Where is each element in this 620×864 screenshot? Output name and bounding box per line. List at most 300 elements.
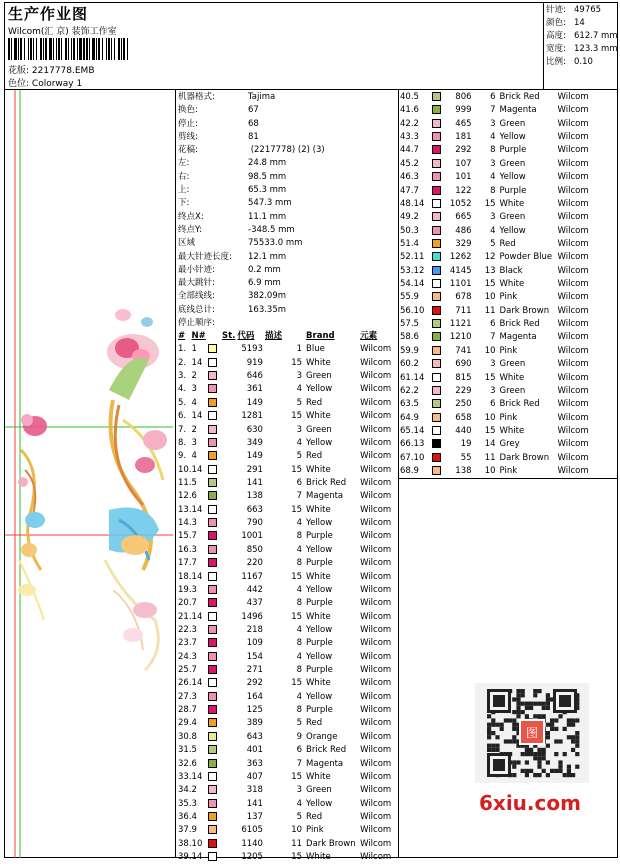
row-desc: Yellow [306,437,333,448]
row-n: 6 [413,332,419,343]
row-num: 58. [400,332,414,343]
row-desc: Brick Red [499,92,540,102]
row-desc: Dark Brown [499,452,550,463]
row-brand: Wilcom [557,439,589,450]
row-brand: Wilcom [360,491,392,502]
row-n: 3 [191,651,197,662]
row-stitches: 55 [460,452,472,463]
color-swatch [432,373,441,382]
row-stitches: 806 [455,92,472,102]
row-desc: Green [499,212,526,223]
row-swatch [432,305,443,318]
info-format: 机器格式: Tajima [178,92,276,102]
color-swatch [208,465,217,474]
row-desc: Purple [306,638,333,649]
row-code: 15 [291,411,303,422]
row-code: 15 [484,279,496,290]
table-row [400,452,598,465]
row-code: 15 [484,372,496,383]
color-swatch [208,398,217,407]
row-n: 3 [191,624,197,635]
row-desc: Brick Red [306,745,347,756]
row-n: 14 [191,571,203,582]
row-code: 7 [490,105,496,116]
row-n: 2 [413,158,419,169]
row-brand: Wilcom [360,598,392,609]
row-code: 5 [490,238,496,249]
row-desc: White [499,425,525,436]
row-n: 9 [413,412,419,423]
summary-panel [543,3,619,89]
row-stitches: 122 [455,185,472,196]
row-brand: Wilcom [360,838,392,849]
row-n: 7 [191,705,197,716]
row-num: 38. [178,838,192,849]
info-end-y: 终点Y: -348.5 mm [178,224,295,235]
row-brand: Wilcom [360,344,392,355]
row-swatch [208,397,238,410]
row-desc: White [306,611,331,622]
row-swatch [208,851,238,864]
table-row [178,490,396,503]
row-desc: Green [306,785,332,796]
row-stitches: 181 [455,132,472,143]
row-stitches: 1052 [449,198,472,209]
header-elem: 元素 [360,331,378,342]
table-row [178,624,396,637]
row-n: 7 [413,145,419,156]
row-stitches: 220 [246,558,263,569]
row-swatch [432,158,443,171]
row-swatch [208,370,238,383]
row-num: 52. [400,252,414,263]
row-brand: Wilcom [557,212,589,223]
row-code: 15 [291,678,303,689]
row-stitches: 630 [246,424,263,435]
row-n: 14 [191,357,203,368]
row-brand: Wilcom [557,172,589,183]
row-code: 6 [296,478,303,488]
table-row [400,398,598,411]
row-brand: Wilcom [360,798,392,809]
table-row [178,851,396,864]
row-n: 14 [413,279,425,290]
row-swatch [208,424,238,437]
row-stitches: 109 [246,638,263,649]
row-n: 3 [413,225,419,236]
row-num: 36. [178,811,192,822]
row-num: 8. [178,437,187,448]
row-num: 24. [178,651,192,662]
row-swatch [208,824,238,837]
row-code: 7 [296,758,303,769]
row-code: 10 [291,825,303,836]
table-row [178,530,396,543]
row-brand: Wilcom [360,357,392,368]
row-code: 6 [490,399,496,410]
row-n: 5 [413,92,419,102]
row-brand: Wilcom [360,424,392,435]
row-desc: Purple [499,145,527,156]
color-swatch [208,531,217,540]
row-swatch [208,691,238,704]
row-n: 14 [191,678,203,689]
table-row [400,318,598,331]
row-code: 3 [490,118,496,129]
info-bobbin-total: 底线总计: 163.35m [178,304,287,315]
row-desc: White [499,279,525,290]
row-code: 8 [296,665,303,676]
table-row [178,637,396,650]
color-swatch [208,772,217,781]
table-row [400,425,598,438]
summary-stitches: 针迹: 49765 [546,5,602,15]
row-brand: Wilcom [360,558,392,569]
table-row [178,744,396,757]
row-code: 8 [490,145,496,156]
row-num: 49. [400,212,414,223]
row-n: 4 [191,397,197,408]
barcode [8,38,128,60]
row-stitches: 1167 [241,571,263,582]
table-row [400,118,598,131]
row-swatch [432,465,443,478]
row-n: 2 [191,371,197,382]
table-row [400,225,598,238]
summary-scale: 比例: 0.10 [546,57,593,67]
table-row [178,343,396,356]
row-code: 8 [296,558,303,569]
row-desc: White [306,357,331,368]
row-swatch [432,238,443,251]
table-row [178,477,396,490]
row-stitches: 486 [455,225,472,236]
row-swatch [208,571,238,584]
colorway-value: Colorway 1 [31,79,83,89]
color-swatch [208,692,217,701]
table-end-divider [399,478,617,479]
table-row [178,450,396,463]
row-n: 14 [413,425,425,436]
row-brand: Wilcom [557,466,589,477]
row-swatch [208,784,238,797]
color-swatch [208,705,217,714]
color-swatch [432,413,441,422]
row-stitches: 218 [246,624,263,635]
row-num: 46. [400,172,414,183]
row-brand: Wilcom [360,571,392,582]
row-code: 4 [296,691,303,702]
color-swatch [432,226,441,235]
table-row [400,104,598,117]
row-n: 1 [191,344,197,355]
row-desc: Powder Blue [499,252,553,263]
watermark: 6xiu.com [479,791,581,815]
color-swatch [208,812,217,821]
row-code: 1 [296,344,303,355]
color-swatch [208,839,217,848]
table-row [178,597,396,610]
row-stitches: 741 [455,345,472,356]
info-trims: 剪线: 81 [178,131,259,142]
table-row [400,358,598,371]
row-desc: Yellow [306,584,333,595]
row-n: 4 [191,811,197,822]
color-swatch [208,718,217,727]
table-row [400,158,598,171]
row-brand: Wilcom [360,397,392,408]
row-swatch [208,771,238,784]
info-stops: 停止: 68 [178,118,259,129]
row-num: 61. [400,372,414,383]
table-row [178,370,396,383]
row-n: 2 [413,118,419,129]
row-stitches: 1496 [241,611,263,622]
table-row [178,811,396,824]
row-stitches: 389 [246,718,263,729]
color-swatch [432,172,441,181]
row-desc: Yellow [499,225,526,236]
color-swatch [208,572,217,581]
row-num: 60. [400,359,414,370]
row-n: 3 [191,518,197,529]
row-swatch [432,225,443,238]
row-code: 10 [484,292,496,303]
row-swatch [208,677,238,690]
row-swatch [432,91,443,104]
table-row [178,664,396,677]
row-swatch [208,811,238,824]
row-code: 15 [291,504,303,515]
table-row [178,557,396,570]
row-desc: Pink [306,825,324,836]
machine-info [178,91,396,864]
row-code: 3 [490,385,496,396]
row-desc: White [306,504,331,515]
row-stitches: 361 [246,384,263,395]
qr-stamp: 图 [525,726,539,740]
info-left: 左: 24.8 mm [178,158,287,169]
color-swatch [208,799,217,808]
table-row [400,171,598,184]
row-stitches: 790 [246,518,263,529]
info-design: 花稿: (2217778) (2) (3) [178,145,325,156]
row-brand: Wilcom [557,252,589,263]
row-brand: Wilcom [360,451,392,462]
row-code: 15 [291,852,303,863]
design-value: 2217778.EMB [31,66,95,76]
row-desc: Pink [499,345,518,356]
row-stitches: 329 [455,238,472,249]
row-n: 4 [191,718,197,729]
row-num: 7. [178,424,187,435]
row-n: 2 [191,424,197,435]
table-row [178,838,396,851]
row-desc: Dark Brown [306,838,356,849]
table-row [400,185,598,198]
table-row [178,798,396,811]
row-code: 15 [484,425,496,436]
row-num: 62. [400,385,414,396]
row-swatch [432,358,443,371]
row-num: 26. [178,678,192,689]
row-n: 14 [191,771,203,782]
production-worksheet [4,2,618,863]
row-brand: Wilcom [557,118,589,129]
color-swatch [208,451,217,460]
table-row [178,397,396,410]
row-swatch [432,104,443,117]
table-row [178,691,396,704]
row-num: 56. [400,305,414,316]
row-num: 28. [178,705,192,716]
table-row [178,464,396,477]
row-n: 12 [413,265,425,276]
color-swatch [432,426,441,435]
color-swatch [432,159,441,168]
row-code: 4 [490,132,496,143]
summary-colors: 颜色: 14 [546,18,585,28]
row-swatch [432,211,443,224]
row-code: 10 [484,412,496,423]
row-stitches: 665 [455,212,472,223]
row-num: 25. [178,665,192,676]
row-num: 20. [178,598,192,609]
table-row [400,412,598,425]
row-brand: Wilcom [557,158,589,169]
row-code: 7 [490,332,496,343]
row-desc: Green [306,371,332,382]
row-swatch [208,838,238,851]
row-desc: Grey [499,439,520,450]
table-row [400,131,598,144]
column-divider-right [398,90,399,858]
row-swatch [208,504,238,517]
row-stitches: 437 [246,598,263,609]
row-num: 6. [178,411,187,422]
row-n: 14 [191,611,203,622]
row-brand: Wilcom [360,651,392,662]
row-code: 4 [296,518,303,529]
row-num: 37. [178,825,192,836]
row-stitches: 690 [455,359,472,370]
row-brand: Wilcom [557,359,589,370]
row-code: 4 [296,584,303,595]
color-swatch [432,186,441,195]
row-stitches: 919 [246,357,263,368]
row-num: 48. [400,198,414,209]
row-brand: Wilcom [360,852,392,863]
table-row [400,465,598,478]
table-row [178,731,396,744]
row-code: 10 [484,466,496,477]
row-stitches: 137 [246,811,263,822]
color-swatch [432,105,441,114]
row-swatch [432,185,443,198]
table-row [178,784,396,797]
table-row [178,504,396,517]
color-swatch [432,92,441,101]
color-swatch [432,145,441,154]
row-desc: Purple [306,558,333,569]
row-n: 13 [413,439,425,450]
row-n: 5 [191,745,197,756]
row-brand: Wilcom [557,305,589,316]
row-n: 5 [413,399,419,410]
row-brand: Wilcom [557,238,589,249]
row-swatch [208,798,238,811]
row-stitches: 646 [246,371,263,382]
row-n: 14 [413,372,425,383]
row-desc: Yellow [499,172,526,183]
row-code: 13 [484,265,496,276]
color-swatch [208,411,217,420]
table-row [178,704,396,717]
row-brand: Wilcom [360,691,392,702]
row-code: 4 [296,384,303,395]
info-max-jump: 最大跳针: 6.9 mm [178,278,281,289]
row-num: 64. [400,412,414,423]
row-n: 3 [191,437,197,448]
row-brand: Wilcom [360,437,392,448]
row-desc: Brick Red [499,319,540,330]
row-desc: Pink [499,466,518,477]
table-row [400,238,598,251]
row-desc: Dark Brown [499,305,550,316]
table-row [178,824,396,837]
color-swatch [432,346,441,355]
row-swatch [208,530,238,543]
table-row [400,372,598,385]
row-num: 40. [400,92,414,102]
row-swatch [432,412,443,425]
row-stitches: 149 [246,451,263,462]
row-code: 9 [296,731,303,742]
color-swatch [208,785,217,794]
row-desc: Magenta [499,105,537,116]
row-num: 57. [400,319,414,330]
row-num: 21. [178,611,192,622]
row-num: 42. [400,118,414,129]
row-stitches: 442 [246,584,263,595]
row-swatch [208,437,238,450]
row-desc: Orange [306,731,338,742]
row-brand: Wilcom [360,825,392,836]
row-num: 59. [400,345,414,356]
row-code: 10 [484,345,496,356]
row-swatch [208,450,238,463]
row-desc: Blue [306,344,325,355]
row-stitches: 1121 [449,319,472,330]
row-brand: Wilcom [557,185,589,196]
row-brand: Wilcom [360,518,392,529]
header-code: 代码 [237,331,255,342]
row-stitches: 138 [455,466,472,477]
row-code: 15 [291,357,303,368]
row-desc: Yellow [306,544,333,555]
row-stitches: 815 [455,372,472,383]
row-brand: Wilcom [360,758,392,769]
row-stitches: 678 [455,292,472,303]
row-brand: Wilcom [360,464,392,475]
row-num: 65. [400,425,414,436]
row-swatch [432,425,443,438]
row-brand: Wilcom [557,279,589,290]
row-brand: Wilcom [360,745,392,756]
row-desc: Purple [306,705,333,716]
info-total-thread: 全部线线: 382.09m [178,291,287,302]
stop-sequence-table-left [178,330,396,864]
